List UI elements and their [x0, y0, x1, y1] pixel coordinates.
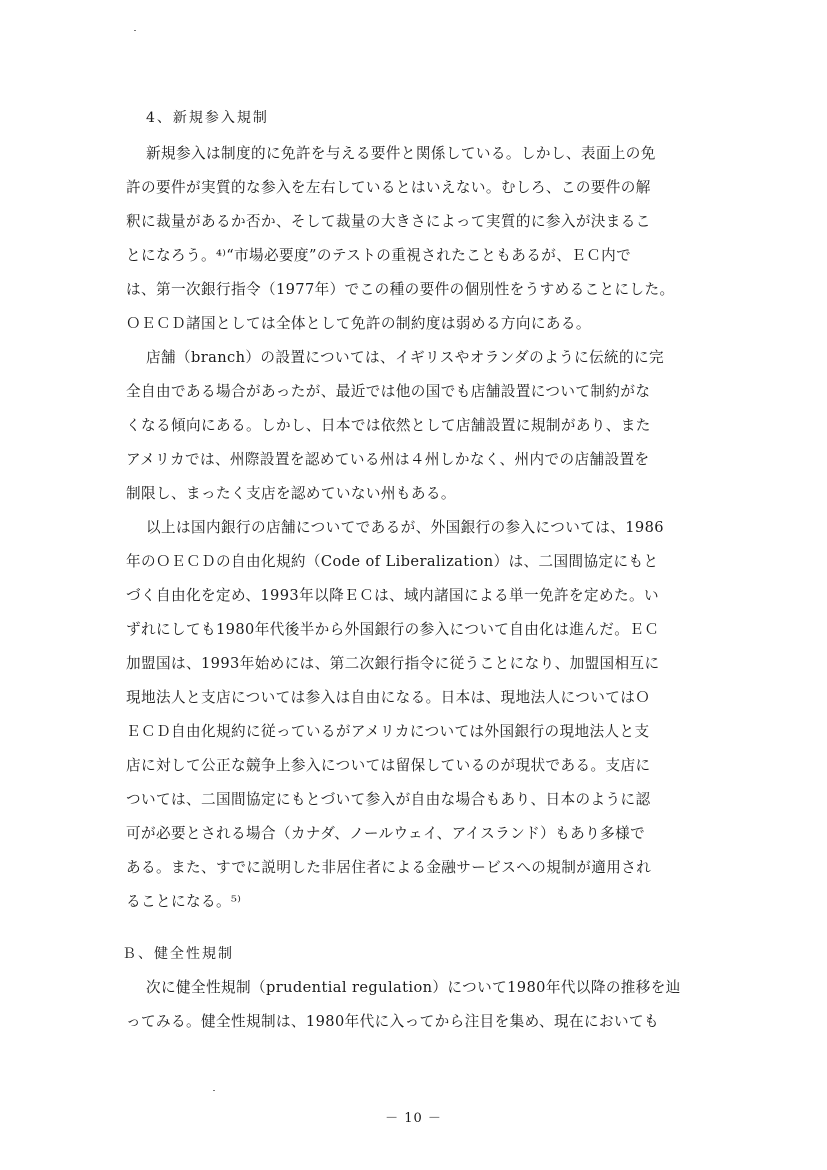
- body-line: 釈に裁量があるか否か、そして裁量の大きさによって実質的に参入が決まるこ: [126, 213, 651, 230]
- body-line: 制限し、まったく支店を認めていない州もある。: [126, 485, 456, 502]
- body-line: 現地法人と支店については参入は自由になる。日本は、現地法人についてはＯ: [126, 689, 651, 706]
- body-line: とになろう。⁴⁾“市場必要度”のテストの重視されたこともあるが、ＥＣ内で: [126, 247, 632, 264]
- body-line: くなる傾向にある。しかし、日本では依然として店舗設置に規制があり、また: [126, 417, 651, 434]
- body-line: 次に健全性規制（prudential regulation）について1980年代以降の推移を辿: [146, 979, 681, 996]
- body-line: 以上は国内銀行の店舗についてであるが、外国銀行の参入については、1986: [146, 519, 664, 536]
- body-line: 新規参入は制度的に免許を与える要件と関係している。しかし、表面上の免: [146, 145, 656, 162]
- page-number: － 10 －: [385, 1111, 442, 1126]
- body-line: ってみる。健全性規制は、1980年代に入ってから注目を集め、現在においても: [126, 1013, 659, 1030]
- body-line: 可が必要とされる場合（カナダ、ノールウェイ、アイスランド）もあり多様で: [126, 825, 646, 842]
- body-line: 年のＯＥＣＤの自由化規約（Code of Liberalization）は、二国間協定にもと: [126, 553, 659, 570]
- body-line: ＯＥＣＤ諸国としては全体として免許の制約度は弱める方向にある。: [126, 315, 591, 332]
- body-line: 店舗（branch）の設置については、イギリスやオランダのように伝統的に完: [146, 349, 665, 366]
- body-line: 許の要件が実質的な参入を左右しているとはいえない。むしろ、この要件の解: [126, 179, 651, 196]
- scan-speck: [134, 30, 136, 31]
- body-line: づく自由化を定め、1993年以降ＥＣは、域内諸国による単一免許を定めた。い: [126, 587, 659, 604]
- body-line: ることになる。⁵⁾: [126, 893, 242, 910]
- body-line: ずれにしても1980年代後半から外国銀行の参入について自由化は進んだ。ＥＣ: [126, 621, 660, 638]
- body-line: 全自由である場合があったが、最近では他の国でも店舗設置について制約がな: [126, 383, 651, 400]
- body-line: ある。また、すでに説明した非居住者による金融サービスへの規制が適用され: [126, 859, 652, 876]
- section-heading-prudential: Ｂ、健全性規制: [122, 946, 234, 962]
- scan-speck: [213, 1090, 215, 1091]
- body-line: ついては、二国間協定にもとづいて参入が自由な場合もあり、日本のように認: [126, 791, 651, 808]
- body-line: 加盟国は、1993年始めには、第二次銀行指令に従うことになり、加盟国相互に: [126, 655, 660, 672]
- body-line: は、第一次銀行指令（1977年）でこの種の要件の個別性をうすめることにした。: [126, 281, 675, 298]
- section-heading-new-entry: 4、新規参入規制: [146, 110, 269, 126]
- body-line: アメリカでは、州際設置を認めている州は４州しかなく、州内での店舗設置を: [126, 451, 650, 468]
- body-line: 店に対して公正な競争上参入については留保しているのが現状である。支店に: [126, 757, 651, 774]
- body-line: ＥＣＤ自由化規約に従っているがアメリカについては外国銀行の現地法人と支: [126, 723, 650, 740]
